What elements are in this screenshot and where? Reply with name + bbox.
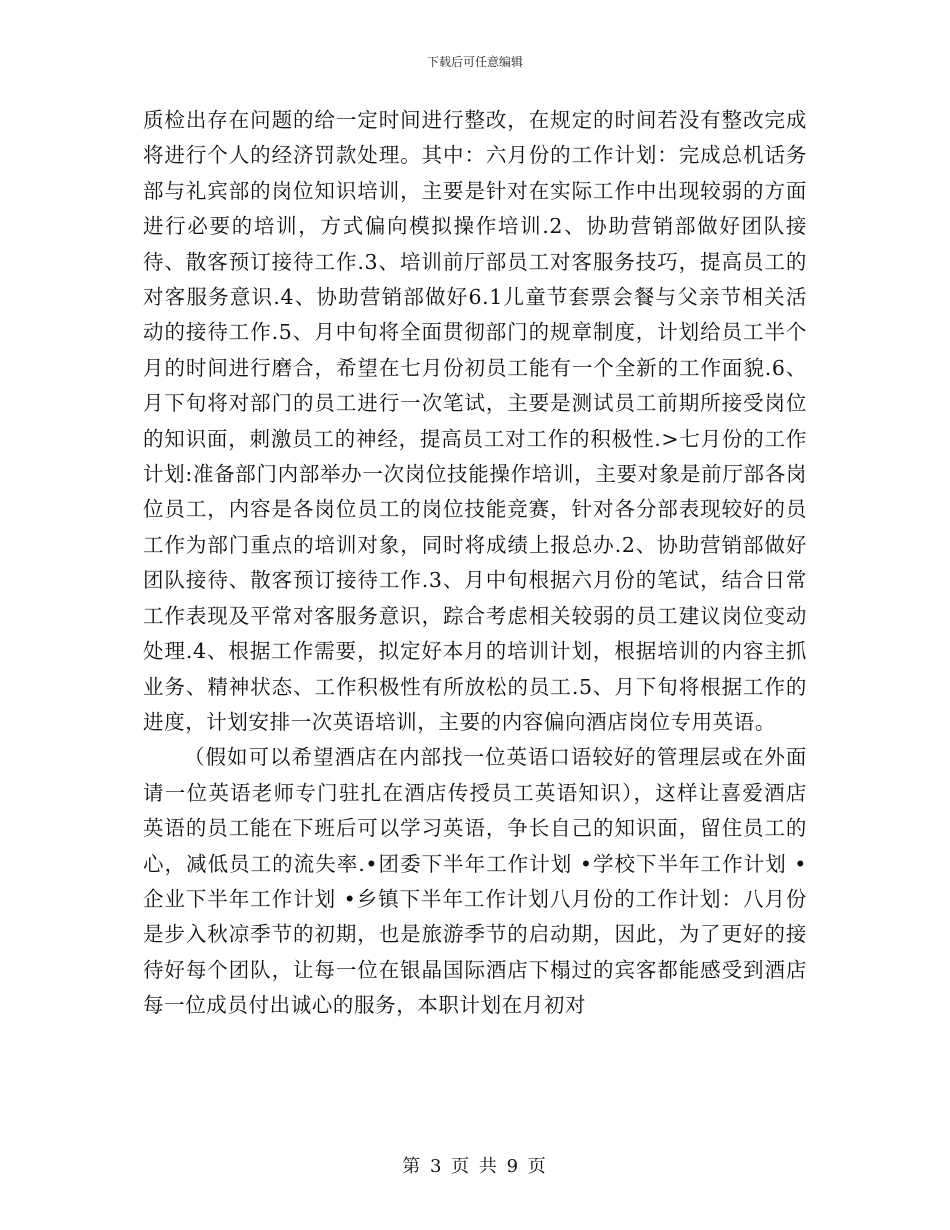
page-number-footer: 第 3 页 共 9 页	[402, 1156, 548, 1177]
paragraph-english-training-august: （假如可以希望酒店在内部找一位英语口语较好的管理层或在外面请一位英语老师专门驻扎在酒店传授员工英语知识），这样让喜爱酒店英语的员工能在下班后可以学习英语，争长自己的知识面，留住员工的心，减低员工的流失率.•团委下半年工作计划 •学校下半年工作计划 •企业下半年工作计划 •乡镇下半年工作计划八月份的工作计划：八月份是步入秋凉季节的初期，也是旅游季节的启动期，因此，为了更好的接待好每个团队，让每一位在银晶国际酒店下榻过的宾客都能感受到酒店每一位成员付出诚心的服务，本职计划在月初对	[143, 745, 807, 1018]
document-body	[143, 103, 807, 1024]
paragraph-work-plan-june-july: 质检出存在问题的给一定时间进行整改，在规定的时间若没有整改完成将进行个人的经济罚款处理。其中：六月份的工作计划：完成总机话务部与礼宾部的岗位知识培训，主要是针对在实际工作中出现较弱的方面进行必要的培训，方式偏向模拟操作培训.2、协助营销部做好团队接待、散客预订接待工作.3、培训前厅部员工对客服务技巧，提高员工的对客服务意识.4、协助营销部做好6.1儿童节套票会餐与父亲节相关活动的接待工作.5、月中旬将全面贯彻部门的规章制度，计划给员工半个月的时间进行磨合，希望在七月份初员工能有一个全新的工作面貌.6、月下旬将对部门的员工进行一次笔试，主要是测试员工前期所接受岗位的知识面，刺激员工的神经，提高员工对工作的积极性.>七月份的工作计划:准备部门内部举办一次岗位技能操作培训，主要对象是前厅部各岗位员工，内容是各岗位员工的岗位技能竞赛，针对各分部表现较好的员工作为部门重点的培训对象，同时将成绩上报总办.2、协助营销部做好团队接待、散客预订接待工作.3、月中旬根据六月份的笔试，结合日常工作表现及平常对客服务意识，踪合考虑相关较弱的员工建议岗位变动处理.4、根据工作需要，拟定好本月的培训计划，根据培训的内容主抓业务、精神状态、工作积极性有所放松的员工.5、月下旬将根据工作的进度，计划安排一次英语培训，主要的内容偏向酒店岗位专用英语。	[143, 108, 807, 734]
page-header-note: 下载后可任意编辑	[426, 55, 523, 69]
